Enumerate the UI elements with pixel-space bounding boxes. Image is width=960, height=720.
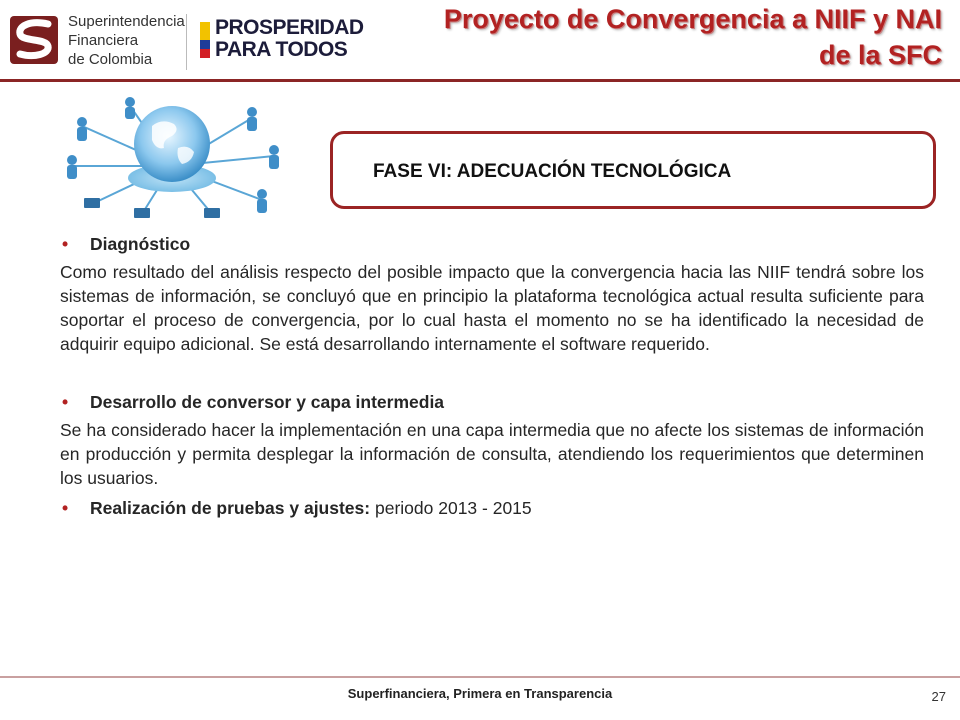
page-number: 27 xyxy=(931,689,946,704)
content-body xyxy=(60,232,924,520)
colombia-flag-icon xyxy=(200,22,210,58)
prosperidad-text: PROSPERIDAD PARA TODOS xyxy=(215,16,364,61)
phase-label: FASE VI: ADECUACIÓN TECNOLÓGICA xyxy=(373,161,732,182)
header-divider xyxy=(0,79,960,82)
section-heading-diagnostico: • Diagnóstico xyxy=(60,232,924,256)
prosperidad-logo xyxy=(200,14,364,64)
page-title: Proyecto de Convergencia a NIIF y NAI de la SFC xyxy=(443,4,942,70)
section-heading-pruebas xyxy=(60,496,924,520)
sfc-logo-text: Superintendencia Financiera de Colombia xyxy=(68,13,185,68)
phase-box xyxy=(330,131,936,209)
footer-divider xyxy=(0,676,960,678)
section-body-desarrollo: Se ha considerado hacer la implementación en una capa intermedia que no afecte los sistemas de información en producción y permita desplegar la información de consulta, atendiendo los requerimientos que determinen los usuarios. xyxy=(60,420,924,488)
pruebas-detail: periodo 2013 - 2015 xyxy=(374,498,532,518)
section-body-diagnostico: Como resultado del análisis respecto del posible impacto que la convergencia hacia las NIIF tendrá sobre los sistemas de información, se concluyó que en principio la plataforma tecnológica actual resulta suficiente para soportar el proceso de convergencia, por lo cual hasta el momento no se ha identificado la necesidad de adquirir equipo adicional. Se está desarrollando internamente el software requerido. xyxy=(60,262,924,354)
section-heading-desarrollo: • Desarrollo de conversor y capa intermedia xyxy=(60,390,924,414)
sfc-logo xyxy=(8,10,185,72)
logo-divider xyxy=(186,14,187,70)
footer-tagline: Superfinanciera, Primera en Transparencia xyxy=(347,686,613,701)
network-globe-illustration xyxy=(52,96,292,226)
pruebas-heading: Realización de pruebas y ajustes: xyxy=(90,498,371,518)
header xyxy=(0,0,960,80)
sfc-emblem-icon xyxy=(8,12,60,68)
